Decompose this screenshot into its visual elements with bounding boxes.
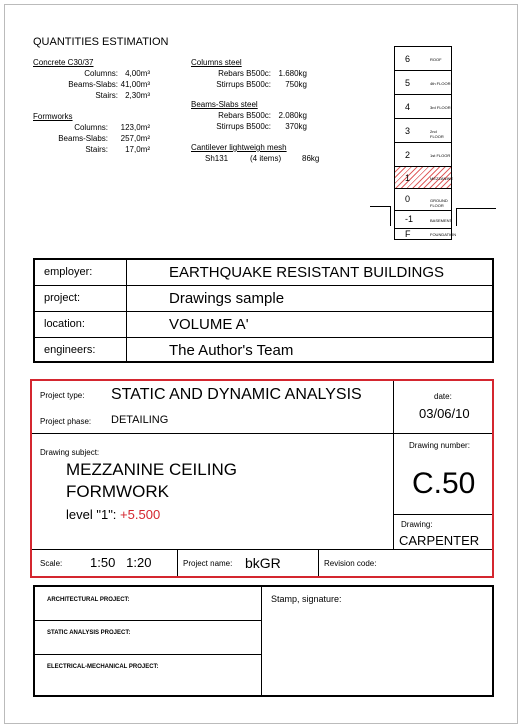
project-phase: DETAILING <box>111 414 169 426</box>
level-label: level "1": +5.500 <box>66 507 161 522</box>
date-label: date: <box>434 392 452 401</box>
info-row-project: project: Drawings sample <box>35 286 492 312</box>
mesh-value: 86kg <box>302 154 320 163</box>
title-block-vline <box>393 381 394 550</box>
title-block-hline <box>32 433 492 434</box>
formworks-heading: Formworks <box>33 112 73 121</box>
drawing-subject-line2: FORMWORK <box>66 482 169 501</box>
project-info-table <box>33 258 494 363</box>
floor-3rd: 4 3rd FLOOR <box>394 94 452 118</box>
signature-block <box>33 585 494 697</box>
info-row-location: location: VOLUME A' <box>35 312 492 338</box>
mesh-count: (4 items) <box>250 154 282 163</box>
floor-foundation: F FOUNDATION <box>394 228 452 240</box>
info-row-employer: employer: EARTHQUAKE RESISTANT BUILDINGS <box>35 260 492 286</box>
project-type: STATIC AND DYNAMIC ANALYSIS <box>111 386 362 403</box>
floor-1st: 2 1st FLOOR <box>394 142 452 166</box>
floor-basement: -1 BASEMENT <box>394 210 452 228</box>
scale-label: Scale: <box>40 559 63 568</box>
title-block-hline <box>393 514 492 515</box>
floor-roof: 6 ROOF <box>394 46 452 70</box>
level-value: +5.500 <box>120 507 161 522</box>
drawing-type: CARPENTER <box>399 533 480 548</box>
drawing-label: Drawing: <box>401 520 433 529</box>
project-type-label: Project type: <box>40 391 85 400</box>
beams-steel-heading: Beams-Slabs steel <box>191 100 258 109</box>
scale: 1:50 1:20 <box>90 555 152 570</box>
ground-line-left <box>370 206 390 207</box>
floor-2nd: 3 2nd FLOOR <box>394 118 452 142</box>
electrical-mechanical-project-label: ELECTRICAL-MECHANICAL PROJECT: <box>47 664 159 670</box>
ground-line-right-drop <box>456 208 457 226</box>
project-phase-label: Project phase: <box>40 417 92 426</box>
date: 03/06/10 <box>419 406 470 421</box>
signature-vline <box>261 587 262 695</box>
drawing-subject-line1: MEZZANINE CEILING <box>66 460 237 479</box>
concrete-heading: Concrete C30/37 <box>33 58 94 67</box>
title-block-vline <box>318 549 319 576</box>
title-block-vline <box>177 549 178 576</box>
floor-4th: 5 4th FLOOR <box>394 70 452 94</box>
title-block-hline <box>32 549 492 550</box>
architectural-project-label: ARCHITECTURAL PROJECT: <box>47 597 130 603</box>
signature-hline <box>35 620 261 621</box>
drawing-subject-label: Drawing subject: <box>40 448 100 457</box>
signature-hline <box>35 654 261 655</box>
drawing-number-label: Drawing number: <box>409 441 470 450</box>
quantities-title: QUANTITIES ESTIMATION <box>33 36 169 48</box>
mesh-heading: Cantilever lightweigh mesh <box>191 143 287 152</box>
project-name-label: Project name: <box>183 559 233 568</box>
ground-line-right <box>456 208 496 209</box>
columns-steel-heading: Columns steel <box>191 58 242 67</box>
floor-mezzanine: 1 MEZZANINE <box>394 166 452 188</box>
title-block <box>30 379 494 578</box>
floor-ground: 0 GROUND FLOOR <box>394 188 452 210</box>
static-analysis-project-label: STATIC ANALYSIS PROJECT: <box>47 630 131 636</box>
project-name: bkGR <box>245 555 281 571</box>
drawing-number: C.50 <box>412 467 476 500</box>
stamp-signature-label: Stamp, signature: <box>271 594 342 604</box>
ground-line-left-drop <box>390 206 391 226</box>
mesh-item: Sh131 <box>205 154 229 163</box>
revision-code-label: Revision code: <box>324 559 377 568</box>
building-section-diagram <box>370 46 496 242</box>
info-row-engineers: engineers: The Author's Team <box>44 342 294 359</box>
